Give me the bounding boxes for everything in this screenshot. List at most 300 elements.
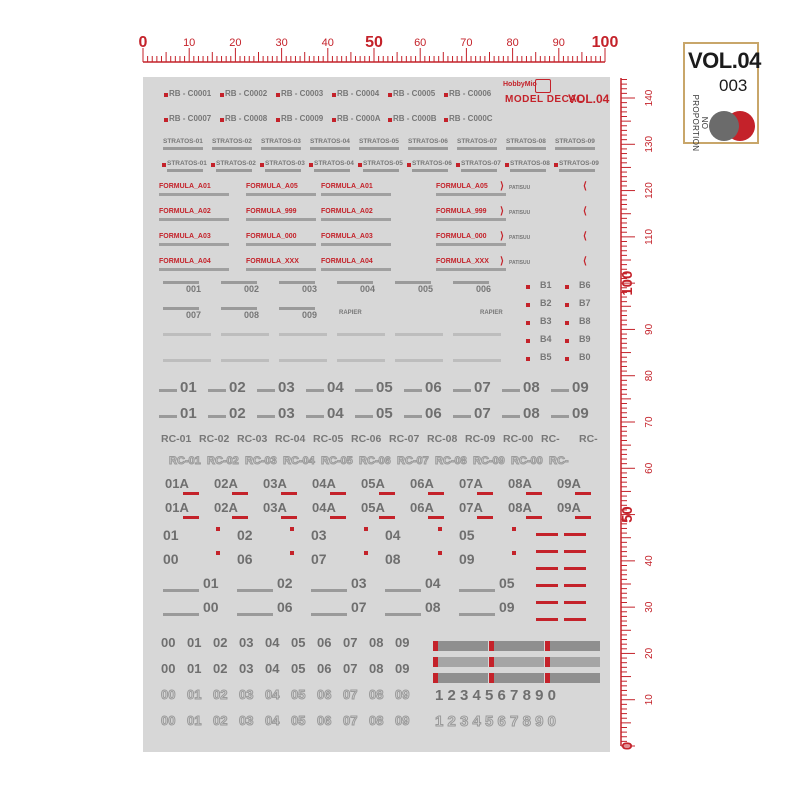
formula-label: FORMULA_XXX xyxy=(246,258,299,265)
decal-stripe xyxy=(232,492,248,495)
decal-stripe xyxy=(163,613,199,616)
a-number: 02A xyxy=(214,500,238,515)
decal-dot xyxy=(309,163,313,167)
digit-pair: 08 xyxy=(369,635,384,650)
ruler-top-label: 50 xyxy=(365,34,383,51)
decal-stripe xyxy=(536,567,558,570)
stencil-number: 09 xyxy=(572,405,589,422)
digit-pair: 01 xyxy=(187,713,202,728)
decal-dot xyxy=(276,118,280,122)
ruler-top-label: 90 xyxy=(552,37,565,49)
decal-dot xyxy=(290,527,294,531)
decal-stripe xyxy=(163,147,203,150)
stratos-label: STRATOS-09 xyxy=(555,138,595,145)
decal-stripe xyxy=(183,492,199,495)
stencil-number: 04 xyxy=(327,405,344,422)
digit-pair: 02 xyxy=(213,635,228,650)
decal-stripe xyxy=(281,492,297,495)
rc-code: RC-04 xyxy=(275,433,306,445)
decal-dot xyxy=(554,163,558,167)
decal-dot xyxy=(211,163,215,167)
decal-stripe xyxy=(436,268,506,271)
rc-code: RC-00 xyxy=(503,433,534,445)
patisuu-label: PATISUU xyxy=(509,260,531,266)
decal-stripe xyxy=(330,516,346,519)
code-word: RAPIER xyxy=(339,310,362,316)
rb-code: RB - C0002 xyxy=(225,89,268,98)
stratos-label: STRATOS-09 xyxy=(559,160,599,167)
big-number: 01 xyxy=(163,527,179,543)
decal-dot xyxy=(364,527,368,531)
decal-stripe xyxy=(428,492,444,495)
digit-pair: 06 xyxy=(317,713,332,728)
a-number: 03A xyxy=(263,500,287,515)
big-number: 08 xyxy=(425,599,441,615)
decal-tab xyxy=(545,673,600,683)
decal-stripe xyxy=(246,218,316,221)
rb-code: RB - C0006 xyxy=(449,89,492,98)
decal-stripe xyxy=(404,415,422,418)
decal-tab xyxy=(433,657,488,667)
digit-pair: 02 xyxy=(213,713,228,728)
decal-stripe xyxy=(436,243,506,246)
stencil-number: 08 xyxy=(523,405,540,422)
decal-stripe xyxy=(321,193,391,196)
decal-tab xyxy=(489,641,544,651)
stencil-number: 05 xyxy=(376,379,393,396)
ruler-right-label: 120 xyxy=(644,182,655,199)
decal-tab xyxy=(489,657,544,667)
decal-dot xyxy=(512,551,516,555)
arrow-icon: ⟨ xyxy=(583,206,587,217)
big-number: 04 xyxy=(385,527,401,543)
decal-stripe xyxy=(183,516,199,519)
decal-dot xyxy=(526,285,530,289)
single-digits: 1 2 3 4 5 6 7 8 9 0 xyxy=(435,687,556,704)
decal-dot xyxy=(456,163,460,167)
stratos-label: STRATOS-01 xyxy=(167,160,207,167)
arrow-icon: ⟩ xyxy=(500,256,504,267)
decal-stripe xyxy=(453,333,501,336)
decal-stripe xyxy=(526,516,542,519)
decal-stripe xyxy=(159,243,229,246)
code-number: 005 xyxy=(418,284,434,294)
decal-dot xyxy=(164,118,168,122)
rc-code-outline: RC-07 xyxy=(397,455,429,467)
digit-pair: 09 xyxy=(395,713,410,728)
formula-label: FORMULA_A04 xyxy=(321,258,373,265)
decal-stripe xyxy=(536,533,558,536)
decal-stripe xyxy=(159,218,229,221)
digit-pair: 00 xyxy=(161,687,176,702)
team-tag: B4 xyxy=(540,334,552,344)
digit-pair: 07 xyxy=(343,661,358,676)
decal-dot xyxy=(260,163,264,167)
stratos-label: STRATOS-02 xyxy=(216,160,256,167)
stencil-number: 06 xyxy=(425,379,442,396)
rb-code: RB - C000A xyxy=(337,114,381,123)
decal-dot xyxy=(444,93,448,97)
ruler-top-label: 10 xyxy=(183,37,196,49)
decal-stripe xyxy=(159,268,229,271)
decal-stripe xyxy=(311,613,347,616)
decal-dot xyxy=(162,163,166,167)
decal-stripe xyxy=(221,359,269,362)
ruler-right-label: 110 xyxy=(644,228,655,245)
stencil-number: 03 xyxy=(278,405,295,422)
big-number: 00 xyxy=(203,599,219,615)
ruler-top-label: 0 xyxy=(138,34,148,51)
team-tag: B9 xyxy=(579,334,591,344)
a-number: 06A xyxy=(410,476,434,491)
decal-stripe xyxy=(379,492,395,495)
decal-stripe xyxy=(453,415,471,418)
ruler-top-label: 100 xyxy=(591,34,619,51)
stencil-number: 08 xyxy=(523,379,540,396)
decal-dot xyxy=(505,163,509,167)
big-number: 04 xyxy=(425,575,441,591)
big-number: 06 xyxy=(277,599,293,615)
decal-stripe xyxy=(395,333,443,336)
digit-pair: 05 xyxy=(291,661,306,676)
arrow-icon: ⟨ xyxy=(583,256,587,267)
decal-stripe xyxy=(536,601,558,604)
digit-pair: 05 xyxy=(291,713,306,728)
decal-stripe xyxy=(159,415,177,418)
digit-pair: 00 xyxy=(161,713,176,728)
code-number: 003 xyxy=(302,284,318,294)
code-number: 007 xyxy=(186,310,202,320)
ruler-top-label: 60 xyxy=(414,37,427,49)
decal-stripe xyxy=(163,333,211,336)
decal-dot xyxy=(526,303,530,307)
big-number: 09 xyxy=(499,599,515,615)
decal-stripe xyxy=(536,618,558,621)
digit-pair: 03 xyxy=(239,687,254,702)
digit-pair: 09 xyxy=(395,661,410,676)
decal-stripe xyxy=(436,193,506,196)
decal-stripe xyxy=(385,613,421,616)
digit-pair: 00 xyxy=(161,635,176,650)
decal-stripe xyxy=(330,492,346,495)
rc-code-outline: RC-01 xyxy=(169,455,201,467)
decal-stripe xyxy=(408,147,448,150)
team-tag: B2 xyxy=(540,298,552,308)
decal-tab xyxy=(489,673,544,683)
formula-label: FORMULA_A03 xyxy=(159,233,211,240)
digit-pair: 00 xyxy=(161,661,176,676)
digit-pair: 06 xyxy=(317,635,332,650)
code-number: 001 xyxy=(186,284,202,294)
stencil-number: 04 xyxy=(327,379,344,396)
stencil-number: 07 xyxy=(474,379,491,396)
rb-code: RB - C0004 xyxy=(337,89,380,98)
formula-label: FORMULA_A03 xyxy=(321,233,373,240)
decal-stripe xyxy=(536,550,558,553)
stratos-label: STRATOS-04 xyxy=(314,160,354,167)
digit-pair: 01 xyxy=(187,635,202,650)
decal-dot xyxy=(565,285,569,289)
decal-stripe xyxy=(337,359,385,362)
rc-code: RC-02 xyxy=(199,433,230,445)
decal-stripe xyxy=(379,516,395,519)
digit-pair: 08 xyxy=(369,713,384,728)
decal-stripe xyxy=(246,268,316,271)
team-tag: B0 xyxy=(579,352,591,362)
digit-pair: 04 xyxy=(265,713,280,728)
decal-stripe xyxy=(306,389,324,392)
decal-stripe xyxy=(221,333,269,336)
arrow-icon: ⟨ xyxy=(583,181,587,192)
formula-label: FORMULA_A02 xyxy=(321,208,373,215)
ruler-top-label: 40 xyxy=(321,37,334,49)
decal-stripe xyxy=(314,169,350,172)
decal-stripe xyxy=(363,169,399,172)
digit-pair: 07 xyxy=(343,713,358,728)
ruler-top-label: 30 xyxy=(275,37,288,49)
decal-stripe xyxy=(232,516,248,519)
digit-pair: 04 xyxy=(265,687,280,702)
rc-code: RC-05 xyxy=(313,433,344,445)
decal-stripe xyxy=(526,492,542,495)
color-swatch-icon xyxy=(702,108,758,144)
decal-dot xyxy=(526,339,530,343)
digit-pair: 09 xyxy=(395,687,410,702)
code-number: 008 xyxy=(244,310,260,320)
brand-logo-icon xyxy=(535,79,551,93)
decal-stripe xyxy=(564,584,586,587)
decal-dot xyxy=(332,118,336,122)
decal-dot xyxy=(565,339,569,343)
decal-stripe xyxy=(506,147,546,150)
decal-stripe xyxy=(208,415,226,418)
decal-dot xyxy=(565,321,569,325)
ruler-right-label: 50 xyxy=(619,506,636,523)
decal-dot xyxy=(276,93,280,97)
ruler-right-label: 10 xyxy=(644,694,655,706)
a-number: 07A xyxy=(459,476,483,491)
decal-stripe xyxy=(281,516,297,519)
formula-label: FORMULA_999 xyxy=(246,208,297,215)
decal-stripe xyxy=(564,618,586,621)
stratos-label: STRATOS-03 xyxy=(265,160,305,167)
digit-pair: 02 xyxy=(213,661,228,676)
ruler-right-label: 130 xyxy=(644,135,655,153)
decal-stripe xyxy=(559,169,595,172)
ruler-right-label: 30 xyxy=(644,601,655,613)
formula-label: FORMULA_A05 xyxy=(436,183,488,190)
code-number: 006 xyxy=(476,284,492,294)
digit-pair: 03 xyxy=(239,713,254,728)
decal-stripe xyxy=(453,359,501,362)
digit-pair: 09 xyxy=(395,635,410,650)
team-tag: B8 xyxy=(579,316,591,326)
team-tag: B1 xyxy=(540,280,552,290)
big-number: 03 xyxy=(311,527,327,543)
decal-stripe xyxy=(395,359,443,362)
formula-label: FORMULA_000 xyxy=(246,233,297,240)
decal-dot xyxy=(332,93,336,97)
rc-code-outline: RC-04 xyxy=(283,455,315,467)
ruler-right-label: 100 xyxy=(619,270,636,296)
stencil-number: 05 xyxy=(376,405,393,422)
stratos-label: STRATOS-08 xyxy=(506,138,546,145)
digit-pair: 01 xyxy=(187,687,202,702)
decal-stripe xyxy=(261,147,301,150)
a-number: 02A xyxy=(214,476,238,491)
rb-code: RB - C0008 xyxy=(225,114,268,123)
ruler-right-label: 60 xyxy=(644,462,655,474)
a-number: 04A xyxy=(312,476,336,491)
decal-tab xyxy=(545,641,600,651)
decal-stripe xyxy=(575,492,591,495)
stratos-label: STRATOS-07 xyxy=(461,160,501,167)
formula-label: FORMULA_A05 xyxy=(246,183,298,190)
rb-code: RB - C0001 xyxy=(169,89,212,98)
ruler-right-label: 0 xyxy=(619,741,636,751)
team-tag: B5 xyxy=(540,352,552,362)
stencil-number: 02 xyxy=(229,405,246,422)
decal-stripe xyxy=(321,243,391,246)
ruler-right-label: 20 xyxy=(644,647,655,659)
badge-number: 003 xyxy=(719,76,748,95)
decal-stripe xyxy=(257,415,275,418)
a-number: 09A xyxy=(557,476,581,491)
big-number: 03 xyxy=(351,575,367,591)
ruler-right-label: 70 xyxy=(644,416,655,428)
decal-stripe xyxy=(502,415,520,418)
decal-dot xyxy=(358,163,362,167)
code-number: 004 xyxy=(360,284,376,294)
big-number: 09 xyxy=(459,551,475,567)
decal-stripe xyxy=(355,415,373,418)
big-number: 00 xyxy=(163,551,179,567)
decal-tab xyxy=(433,673,488,683)
digit-pair: 05 xyxy=(291,687,306,702)
decal-stripe xyxy=(216,169,252,172)
decal-stripe xyxy=(412,169,448,172)
decal-dot xyxy=(438,527,442,531)
decal-stripe xyxy=(502,389,520,392)
formula-label: FORMULA_A04 xyxy=(159,258,211,265)
decal-stripe xyxy=(159,389,177,392)
big-number: 05 xyxy=(499,575,515,591)
decal-dot xyxy=(444,118,448,122)
badge-side-text: NO PROPORTION xyxy=(691,94,709,152)
decal-dot xyxy=(407,163,411,167)
rc-code: RC- xyxy=(541,433,560,445)
decal-stripe xyxy=(551,415,569,418)
decal-dot xyxy=(220,93,224,97)
decal-stripe xyxy=(163,589,199,592)
digit-pair: 04 xyxy=(265,635,280,650)
ruler-right-label: 80 xyxy=(644,370,655,382)
decal-stripe xyxy=(564,550,586,553)
volume-badge xyxy=(683,42,761,152)
decal-dot xyxy=(438,551,442,555)
stratos-label: STRATOS-07 xyxy=(457,138,497,145)
decal-stripe xyxy=(551,389,569,392)
decal-dot xyxy=(512,527,516,531)
arrow-icon: ⟩ xyxy=(500,231,504,242)
decal-stripe xyxy=(265,169,301,172)
decal-stripe xyxy=(321,268,391,271)
decal-stripe xyxy=(453,389,471,392)
rc-code-outline: RC-00 xyxy=(511,455,543,467)
rc-code: RC-07 xyxy=(389,433,420,445)
digit-pair: 03 xyxy=(239,661,254,676)
top-ruler xyxy=(0,0,800,80)
arrow-icon: ⟩ xyxy=(500,181,504,192)
decal-tab xyxy=(433,641,488,651)
team-tag: B7 xyxy=(579,298,591,308)
decal-stripe xyxy=(555,147,595,150)
formula-label: FORMULA_A02 xyxy=(159,208,211,215)
digit-pair: 01 xyxy=(187,661,202,676)
a-number: 08A xyxy=(508,476,532,491)
digit-pair: 05 xyxy=(291,635,306,650)
decal-stripe xyxy=(212,147,252,150)
decal-stripe xyxy=(564,533,586,536)
code-number: 002 xyxy=(244,284,260,294)
decal-stripe xyxy=(459,613,495,616)
decal-stripe xyxy=(385,589,421,592)
decal-stripe xyxy=(163,359,211,362)
decal-stripe xyxy=(564,601,586,604)
decal-stripe xyxy=(428,516,444,519)
stratos-label: STRATOS-05 xyxy=(359,138,399,145)
stencil-number: 09 xyxy=(572,379,589,396)
decal-stripe xyxy=(279,359,327,362)
digit-pair: 06 xyxy=(317,687,332,702)
big-number: 07 xyxy=(311,551,327,567)
digit-pair: 07 xyxy=(343,635,358,650)
formula-label: FORMULA_A01 xyxy=(321,183,373,190)
a-number: 06A xyxy=(410,500,434,515)
stencil-number: 06 xyxy=(425,405,442,422)
patisuu-label: PATISUU xyxy=(509,185,531,191)
rb-code: RB - C0003 xyxy=(281,89,324,98)
decal-stripe xyxy=(459,589,495,592)
decal-stripe xyxy=(536,584,558,587)
formula-label: FORMULA_000 xyxy=(436,233,487,240)
decal-stripe xyxy=(564,567,586,570)
stencil-number: 03 xyxy=(278,379,295,396)
patisuu-label: PATISUU xyxy=(509,210,531,216)
big-number: 02 xyxy=(277,575,293,591)
decal-stripe xyxy=(310,147,350,150)
a-number: 09A xyxy=(557,500,581,515)
decal-dot xyxy=(388,118,392,122)
big-number: 06 xyxy=(237,551,253,567)
decal-sheet xyxy=(143,77,610,752)
rc-code: RC-09 xyxy=(465,433,496,445)
decal-stripe xyxy=(477,492,493,495)
decal-stripe xyxy=(575,516,591,519)
decal-dot xyxy=(565,357,569,361)
stencil-number: 02 xyxy=(229,379,246,396)
decal-stripe xyxy=(436,218,506,221)
decal-stripe xyxy=(461,169,497,172)
stratos-label: STRATOS-06 xyxy=(412,160,452,167)
a-number: 04A xyxy=(312,500,336,515)
ruler-top-label: 80 xyxy=(506,37,519,49)
ruler-top-label: 70 xyxy=(460,37,473,49)
stratos-label: STRATOS-08 xyxy=(510,160,550,167)
big-number: 08 xyxy=(385,551,401,567)
big-number: 01 xyxy=(203,575,219,591)
sheet-header: MODEL DECAL xyxy=(505,94,584,105)
